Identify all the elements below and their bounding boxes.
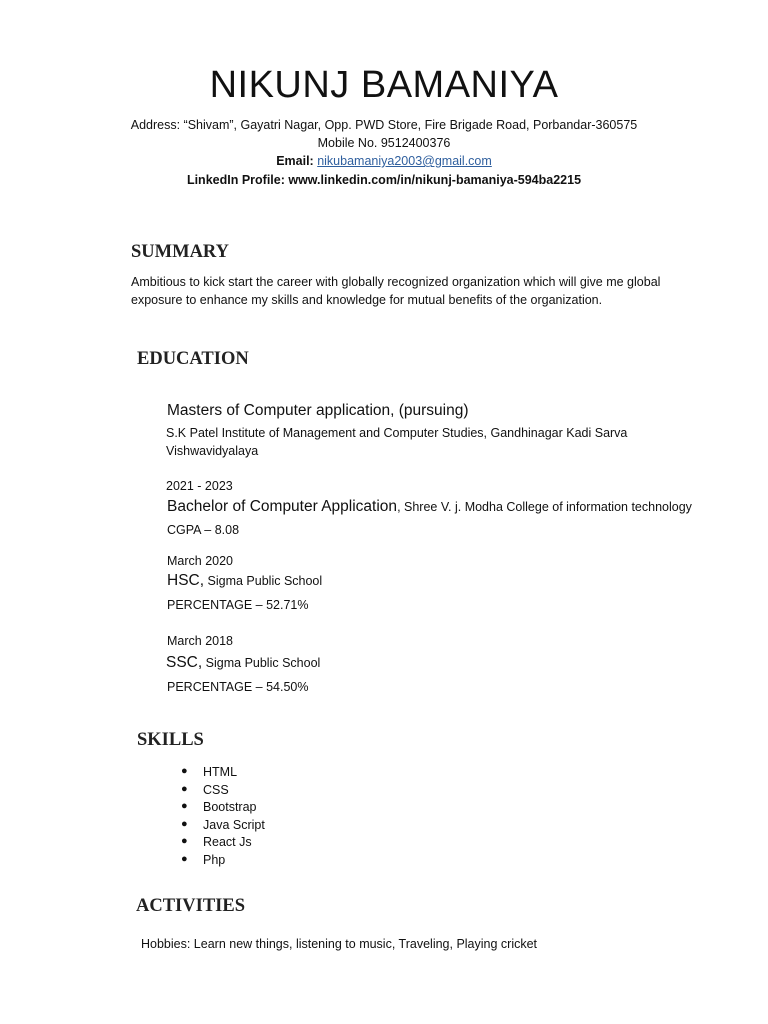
- skill-item: [181, 765, 265, 783]
- skill-item: [181, 817, 265, 836]
- bullet-icon: ●: [181, 817, 188, 830]
- skill-label: HTML: [203, 765, 238, 779]
- mca-degree: Masters of Computer application, (pursuing): [167, 402, 469, 419]
- summary-text: [131, 273, 660, 309]
- bca-cgpa: CGPA – 8.08: [167, 523, 240, 537]
- bullet-icon: ●: [181, 765, 188, 777]
- skill-label: Php: [203, 852, 226, 867]
- email-line: [0, 154, 768, 168]
- hsc-percentage: PERCENTAGE – 52.71%: [167, 598, 309, 612]
- bullet-icon: ●: [181, 835, 188, 847]
- skill-item: [181, 800, 265, 818]
- email-link[interactable]: nikubamaniya2003@gmail.com: [317, 154, 492, 168]
- linkedin-profile: LinkedIn Profile: www.linkedin.com/in/nikunj-bamaniya-594ba2215: [186, 173, 582, 187]
- mobile-number: Mobile No. 9512400376: [317, 136, 451, 150]
- email-label: Email:: [276, 154, 314, 168]
- summary-heading: SUMMARY: [131, 242, 230, 262]
- hsc-level: HSC,: [167, 572, 205, 589]
- skill-item: [181, 782, 265, 801]
- bullet-icon: ●: [181, 800, 188, 812]
- ssc-percentage: PERCENTAGE – 54.50%: [167, 680, 309, 694]
- skill-label: Java Script: [203, 817, 265, 832]
- bullet-icon: ●: [181, 852, 188, 865]
- mca-institute-line: Vishwavidyalaya: [166, 444, 259, 458]
- skills-list: [181, 765, 265, 870]
- skill-label: CSS: [203, 782, 229, 797]
- summary-line: exposure to enhance my skills and knowledge for mutual benefits of the organization.: [131, 293, 603, 307]
- address: Address: “Shivam”, Gayatri Nagar, Opp. PWD Store, Fire Brigade Road, Porbandar-360575: [130, 118, 638, 132]
- bca-entry: [167, 498, 692, 516]
- candidate-name: NIKUNJ BAMANIYA: [209, 64, 559, 106]
- summary-line: Ambitious to kick start the career with globally recognized organization which will give me global: [131, 275, 661, 289]
- skills-heading: SKILLS: [137, 730, 204, 750]
- bullet-icon: ●: [181, 782, 188, 795]
- bca-college: , Shree V. j. Modha College of information technology: [397, 500, 692, 514]
- skill-label: React Js: [203, 835, 252, 849]
- ssc-date: March 2018: [167, 634, 234, 648]
- skill-item: [181, 835, 265, 853]
- activities-heading: ACTIVITIES: [136, 896, 245, 916]
- ssc-entry: [166, 654, 320, 672]
- bca-degree: Bachelor of Computer Application: [167, 498, 398, 515]
- mca-institute: [166, 424, 627, 460]
- hsc-date: March 2020: [167, 554, 234, 568]
- mca-institute-line: S.K Patel Institute of Management and Computer Studies, Gandhinagar Kadi Sarva: [166, 426, 628, 440]
- ssc-school: Sigma Public School: [202, 656, 321, 670]
- skill-label: Bootstrap: [203, 800, 257, 814]
- hsc-entry: [167, 572, 322, 590]
- ssc-level: SSC,: [166, 654, 203, 671]
- education-heading: EDUCATION: [137, 349, 249, 369]
- skill-item: [181, 852, 265, 871]
- hobbies-text: Hobbies: Learn new things, listening to music, Traveling, Playing cricket: [141, 937, 538, 951]
- hsc-school: Sigma Public School: [204, 574, 323, 588]
- bca-years: 2021 - 2023: [166, 479, 233, 493]
